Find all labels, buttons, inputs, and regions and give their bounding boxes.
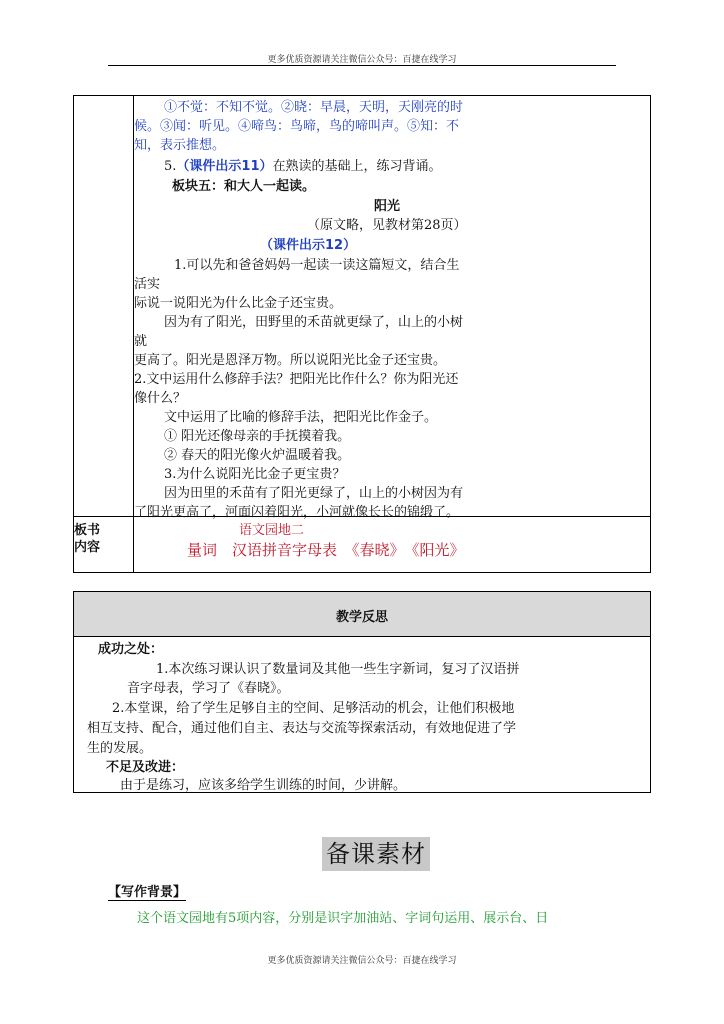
question-line: 3.为什么说阳光比金子更宝贵？ — [164, 467, 346, 482]
reflection-line: 2.本堂课，给了学生足够自主的空间、足够活动的机会，让他们积极地 — [112, 701, 515, 716]
question-line: 活实 — [134, 277, 161, 292]
board-label: 板书 内容 — [74, 523, 101, 555]
note-line: 知，表示推想。 — [134, 138, 226, 153]
question-line: 1.可以先和爸爸妈妈一起读一读这篇短文，结合生 — [174, 258, 460, 273]
text-title: 阳光 — [374, 199, 401, 214]
board-title: 语文园地二 — [239, 523, 305, 538]
courseware-tag: （课件出示11） — [176, 159, 273, 174]
material-title: 备课素材 — [322, 837, 430, 871]
writing-background-text: 这个语文园地有5项内容，分别是识字加油站、字词句运用、展示台、日 — [137, 911, 549, 926]
lesson-table — [73, 95, 651, 573]
note-line: ①不觉：不知不觉。②晓：早晨，天明，天刚亮的时 — [164, 100, 464, 115]
reflection-line: 生的发展。 — [87, 741, 153, 756]
text-note: （原文略，见教材第28页） — [307, 218, 467, 233]
reflection-header: 教学反思 — [74, 592, 650, 637]
answer-line: 因为田里的禾苗有了阳光更绿了，山上的小树因为有 — [164, 486, 464, 501]
header-divider — [108, 65, 616, 66]
answer-line: 因为有了阳光，田野里的禾苗就更绿了，山上的小树 — [164, 315, 464, 330]
answer-line: 更高了。阳光是恩泽万物。所以说阳光比金子还宝贵。 — [134, 353, 447, 368]
writing-background-title: 【写作背景】 — [108, 881, 186, 901]
question-line: 2.文中运用什么修辞手法？把阳光比作什么？你为阳光还 — [134, 372, 459, 387]
improve-heading: 不足及改进： — [106, 760, 185, 775]
answer-line: 了阳光更高了，河面闪着阳光，小河就像长长的锦缎了。 — [134, 505, 460, 520]
courseware-tag: （课件出示12） — [260, 238, 357, 253]
section-heading: 板块五：和大人一起读。 — [172, 179, 316, 194]
question-line: 像什么？ — [134, 391, 187, 406]
step-line: 5.（课件出示11）在熟读的基础上，练习背诵。 — [164, 159, 442, 174]
answer-line: 文中运用了比喻的修辞手法，把阳光比作金子。 — [164, 410, 438, 425]
reflection-line: 1.本次练习课认识了数量词及其他一些生字新词，复习了汉语拼 — [156, 662, 520, 677]
answer-line: 就 — [134, 334, 148, 349]
success-heading: 成功之处： — [98, 642, 164, 657]
reflection-line: 相互支持、配合，通过他们自主、表达与交流等探索活动，有效地促进了学 — [87, 721, 517, 736]
answer-line: ② 春天的阳光像火炉温暖着我。 — [164, 448, 351, 463]
page-footer: 更多优质资源请关注微信公众号：百捷在线学习 — [267, 956, 457, 966]
board-items: 量词 汉语拼音字母表 《春晓》 《阳光》 — [187, 541, 465, 559]
note-line: 候。③闻：听见。④啼鸟：鸟啼，鸟的啼叫声。⑤知：不 — [134, 119, 460, 134]
answer-line: ① 阳光还像母亲的手抚摸着我。 — [164, 429, 351, 444]
reflection-table — [73, 591, 651, 793]
reflection-line: 音字母表，学习了《春晓》。 — [127, 681, 290, 696]
question-line: 际说一说阳光为什么比金子还宝贵。 — [134, 296, 343, 311]
page-header: 更多优质资源请关注微信公众号：百捷在线学习 — [267, 55, 457, 65]
reflection-line: 由于是练习，应该多给学生训练的时间，少讲解。 — [120, 778, 407, 793]
